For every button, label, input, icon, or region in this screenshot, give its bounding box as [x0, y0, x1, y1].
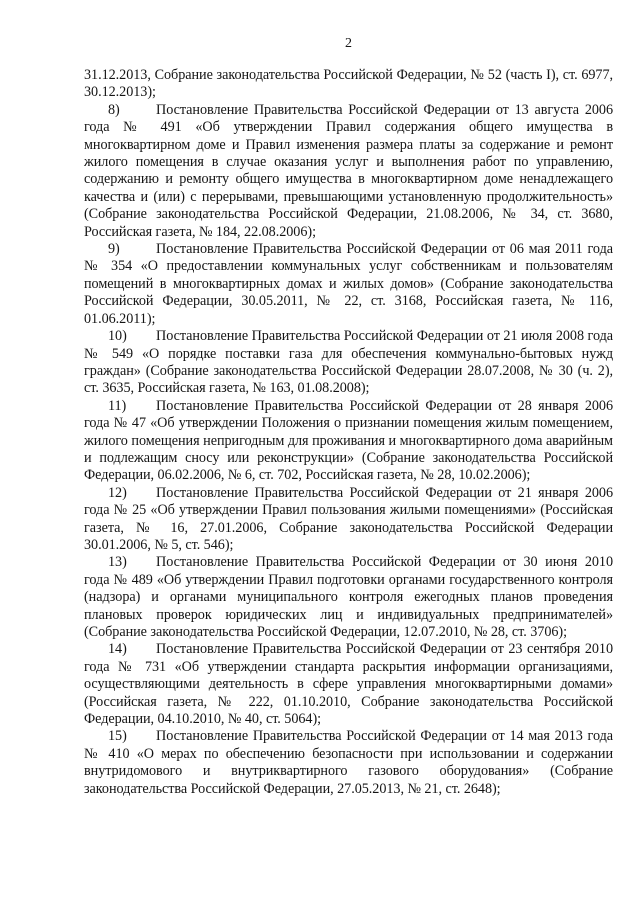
list-item-text: Постановление Правительства Российской Федерации от 21 января 2006 года № 25 «Об утверждении Правил пользования жилыми помещениями» (Российская газета, № 16, 27.01.2006, Собрание законодательства Российской Федерации 30.01.2006, № 5, ст. 546);	[84, 484, 613, 553]
list-item-number: 14)	[108, 641, 127, 658]
list-item-number: 9)	[108, 241, 120, 258]
list-item-continuation	[84, 67, 613, 102]
page-number: 2	[345, 36, 352, 51]
list-item-15	[84, 728, 613, 798]
list-item-number: 12)	[108, 484, 127, 501]
list-item-text: Постановление Правительства Российской Федерации от 14 мая 2013 года № 410 «О мерах по обеспечению безопасности при использовании и содержании внутридомового и внутриквартирного газового оборудования» (Собрание законодательства Российской Федерации, 27.05.2013, № 21, ст. 2648);	[84, 728, 613, 797]
list-item-number: 8)	[108, 101, 120, 118]
list-item-text: Постановление Правительства Российской Федерации от 13 августа 2006 года № 491 «Об утверждении Правил содержания общего имущества в многоквартирном доме и Правил изменения размера платы за содержание и ремонт жилого помещения в случае оказания услуг и выполнения работ по управлению, содержанию и ремонту общего имущества в многоквартирном доме ненадлежащего качества и (или) с перерывами, превышающими установленную продолжительность» (Собрание законодательства Российской Федерации, 21.08.2006, № 34, ст. 3680, Российская газета, № 184, 22.08.2006);	[84, 101, 613, 240]
list-item-text: Постановление Правительства Российской Федерации от 30 июня 2010 года № 489 «Об утверждении Правил подготовки органами государственного контроля (надзора) и органами муниципального контроля ежегодных планов проведения плановых проверок юридических лиц и индивидуальных предпринимателей» (Собрание законодательства Российской Федерации, 12.07.2010, № 28, ст. 3706);	[84, 554, 613, 640]
list-item-9	[84, 241, 613, 328]
list-item-number: 10)	[108, 328, 127, 345]
list-item-number: 11)	[108, 397, 127, 414]
list-item-12	[84, 485, 613, 555]
list-item-13	[84, 554, 613, 641]
document-body	[84, 67, 613, 798]
list-item-8	[84, 102, 613, 241]
list-item-text: Постановление Правительства Российской Федерации от 28 января 2006 года № 47 «Об утверждении Положения о признании помещения жилым помещением, жилого помещения непригодным для проживания и многоквартирного дома аварийным и подлежащим сносу или реконструкции» (Собрание законодательства Российской Федерации, 06.02.2006, № 6, ст. 702, Российская газета, № 28, 10.02.2006);	[84, 397, 613, 484]
list-item-14	[84, 641, 613, 728]
list-item-text: 31.12.2013, Собрание законодательства Российской Федерации, № 52 (часть I), ст. 6977, 30.12.2013);	[84, 67, 613, 101]
list-item-10	[84, 328, 613, 398]
list-item-number: 15)	[108, 728, 127, 745]
list-item-11	[84, 398, 613, 485]
list-item-text: Постановление Правительства Российской Федерации от 23 сентября 2010 года № 731 «Об утверждении стандарта раскрытия информации организациями, осуществляющими деятельность в сфере управления многоквартирными домами» (Российская газета, № 222, 01.10.2010, Собрание законодательства Российской Федерации, 04.10.2010, № 40, ст. 5064);	[84, 641, 613, 728]
list-item-text: Постановление Правительства Российской Федерации от 21 июля 2008 года № 549 «О порядке поставки газа для обеспечения коммунально-бытовых нужд граждан» (Собрание законодательства Российской Федерации 28.07.2008, № 30 (ч. 2), ст. 3635, Российская газета, № 163, 01.08.2008);	[84, 328, 613, 397]
list-item-text: Постановление Правительства Российской Федерации от 06 мая 2011 года № 354 «О предоставлении коммунальных услуг собственникам и пользователям помещений в многоквартирных домах и жилых домов» (Собрание законодательства Российской Федерации, 30.05.2011, № 22, ст. 3168, Российская газета, № 116, 01.06.2011);	[84, 241, 613, 327]
list-item-number: 13)	[108, 554, 127, 571]
